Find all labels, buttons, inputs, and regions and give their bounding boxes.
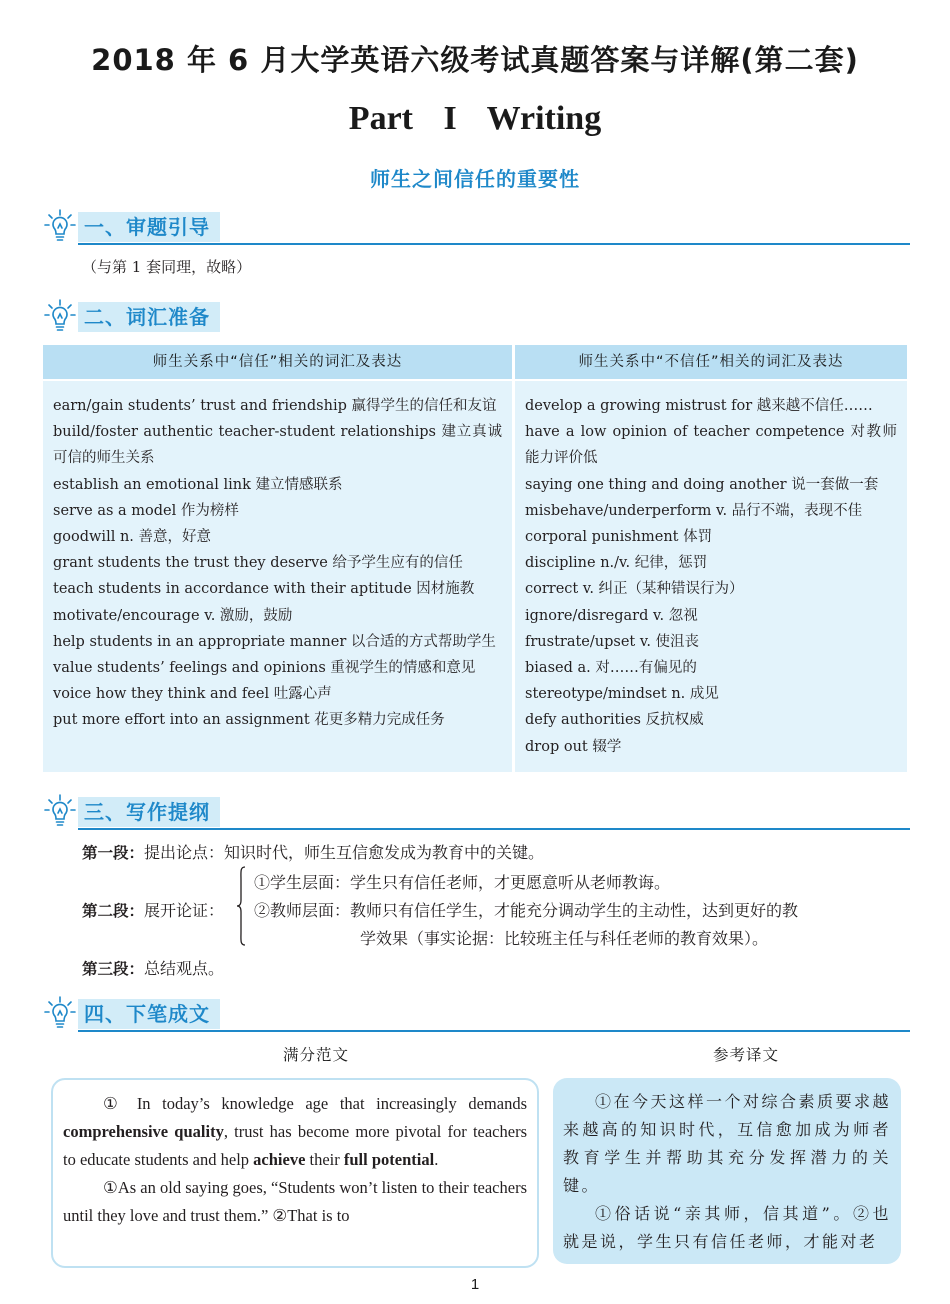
vocab-item: motivate/encourage v. 激励，鼓励 — [53, 607, 293, 624]
section-heading-4 — [44, 995, 910, 1035]
vocab-item: value students’ feelings and opinions 重视学生的情感和意见 — [53, 660, 476, 677]
translation-paragraph-2: ①俗话说“亲其师，信其道”。②也就是说，学生只有信任老师，才能对老 — [563, 1204, 891, 1251]
trust-column-header: 师生关系中“信任”相关的词汇及表达 — [43, 345, 512, 379]
vocab-item: correct v. 纠正（某种错误行为） — [525, 581, 744, 598]
page-title: 2018 年 6 月大学英语六级考试真题答案与详解(第二套) — [91, 43, 859, 77]
vocab-item: earn/gain students’ trust and friendship 赢得学生的信任和友谊 — [53, 398, 497, 414]
vocab-item: discipline n./v. 纪律，惩罚 — [525, 555, 708, 572]
vocab-item: defy authorities 反抗权威 — [525, 712, 704, 729]
vocab-item: frustrate/upset v. 使沮丧 — [525, 633, 700, 650]
vocab-item: have a low opinion of teacher competence 对教师能力评价低 — [525, 424, 897, 467]
vocab-item: develop a growing mistrust for 越来越不信任…… — [525, 398, 873, 414]
essay-paragraph-2: ①As an old saying goes, “Students won’t listen to their teachers until they love and trust them.” ②That is to — [63, 1178, 527, 1225]
vocab-item: drop out 辍学 — [525, 738, 622, 755]
lightbulb-icon — [44, 208, 76, 244]
outline-point-2-continued: 学效果（事实论据：比较班主任与科任老师的教育效果）。 — [360, 929, 769, 948]
vocab-item: put more effort into an assignment 花更多精力完成任务 — [53, 712, 445, 729]
vocab-item: help students in an appropriate manner 以合适的方式帮助学生 — [53, 633, 496, 650]
section-label: 二、词汇准备 — [78, 302, 220, 332]
vocab-item: grant students the trust they deserve 给予学生应有的信任 — [53, 555, 463, 572]
section-rule — [78, 1030, 910, 1032]
outline-paragraph-3: 第三段：总结观点。 — [82, 959, 225, 978]
translation-title: 参考译文 — [713, 1046, 780, 1064]
vocab-item: biased a. 对……有偏见的 — [525, 660, 697, 677]
section-label: 四、下笔成文 — [78, 999, 220, 1029]
section1-note: （与第 1 套同理，故略） — [82, 258, 252, 276]
vocab-item: goodwill n. 善意，好意 — [53, 529, 212, 546]
translation-paragraph-1: ①在今天这样一个对综合素质要求越来越高的知识时代，互信愈加成为师者教育学生并帮助其充分发挥潜力的关键。 — [563, 1092, 892, 1195]
vocab-item: corporal punishment 体罚 — [525, 529, 713, 546]
trust-column — [43, 381, 512, 772]
lightbulb-icon — [44, 298, 76, 334]
section-heading-3 — [44, 793, 910, 833]
essay-paragraph-1: ① In today’s knowledge age that increasingly demands comprehensive quality, trust has become more pivotal for teachers to educate students and help achieve their full potential. — [63, 1094, 527, 1169]
page-number: 1 — [470, 1276, 480, 1293]
outline-paragraph-1: 第一段：提出论点：知识时代，师生互信愈发成为教育中的关键。 — [82, 843, 545, 862]
vocab-item: saying one thing and doing another 说一套做一套 — [525, 476, 879, 493]
lightbulb-icon — [44, 793, 76, 829]
part-title: Part I Writing — [348, 100, 602, 137]
vocab-item: stereotype/mindset n. 成见 — [525, 686, 719, 703]
section-rule — [78, 828, 910, 830]
vocab-item: ignore/disregard v. 忽视 — [525, 607, 698, 624]
vocab-item: establish an emotional link 建立情感联系 — [53, 476, 343, 493]
section-heading-1 — [44, 208, 910, 248]
distrust-column-header: 师生关系中“不信任”相关的词汇及表达 — [515, 345, 907, 379]
vocab-item: voice how they think and feel 吐露心声 — [53, 686, 332, 703]
model-essay-box — [51, 1078, 539, 1268]
vocabulary-table — [43, 345, 907, 772]
brace-icon — [236, 866, 246, 946]
section-label: 一、审题引导 — [78, 212, 220, 242]
outline-point-2: ②教师层面：教师只有信任学生，才能充分调动学生的主动性，达到更好的教 — [254, 901, 799, 920]
vocab-item: serve as a model 作为榜样 — [53, 502, 239, 519]
outline-point-1: ①学生层面：学生只有信任老师，才更愿意听从老师教诲。 — [254, 873, 671, 892]
vocab-item: misbehave/underperform v. 品行不端，表现不佳 — [525, 502, 863, 519]
section-heading-2 — [44, 298, 910, 338]
model-essay-title: 满分范文 — [283, 1046, 350, 1064]
translation-box — [553, 1078, 901, 1264]
outline-paragraph-2: 第二段：展开论证： — [82, 901, 225, 920]
vocab-item: teach students in accordance with their aptitude 因材施教 — [53, 581, 475, 598]
section-label: 三、写作提纲 — [78, 797, 220, 827]
essay-topic: 师生之间信任的重要性 — [370, 167, 580, 191]
lightbulb-icon — [44, 995, 76, 1031]
distrust-column — [515, 381, 907, 772]
section-rule — [78, 243, 910, 245]
vocab-item: build/foster authentic teacher-student relationships 建立真诚可信的师生关系 — [53, 424, 502, 467]
